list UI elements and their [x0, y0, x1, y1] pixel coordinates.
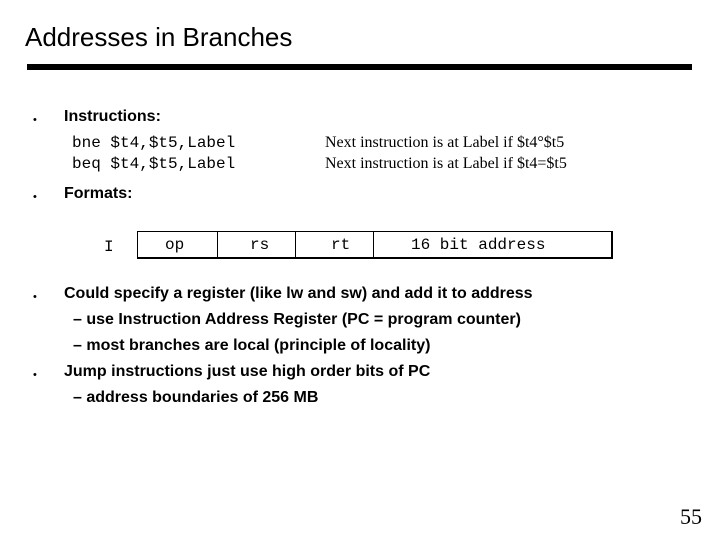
field-rt: rt: [331, 236, 351, 254]
bullet-marker: •: [33, 369, 37, 381]
field-divider: [295, 232, 296, 257]
bullet-marker: •: [33, 291, 37, 303]
bullet-marker: •: [33, 114, 37, 126]
sub-bullet-boundaries: – address boundaries of 256 MB: [73, 389, 319, 406]
field-divider: [217, 232, 218, 257]
format-type-label: I: [104, 238, 114, 256]
field-rs: rs: [250, 236, 270, 254]
title-rule: [27, 64, 692, 70]
beq-code: beq $t4,$t5,Label: [72, 155, 236, 173]
field-address: 16 bit address: [411, 236, 546, 254]
formats-label: Formats:: [64, 185, 133, 202]
sub-bullet-pc: – use Instruction Address Register (PC = program counter): [73, 311, 521, 328]
bullet-marker: •: [33, 191, 37, 203]
register-text: Could specify a register (like lw and sw) and add it to address: [64, 285, 533, 302]
slide-title: Addresses in Branches: [25, 22, 293, 52]
instruction-format-box: [137, 231, 613, 259]
beq-description: Next instruction is at Label if $t4=$t5: [325, 155, 567, 172]
field-op: op: [165, 236, 185, 254]
instructions-label: Instructions:: [64, 108, 161, 125]
page-number: 55: [680, 504, 702, 529]
bne-description: Next instruction is at Label if $t4°$t5: [325, 134, 565, 151]
bne-code: bne $t4,$t5,Label: [72, 134, 236, 152]
jump-text: Jump instructions just use high order bits of PC: [64, 363, 431, 380]
field-divider: [373, 232, 374, 257]
sub-bullet-locality: – most branches are local (principle of locality): [73, 337, 431, 354]
